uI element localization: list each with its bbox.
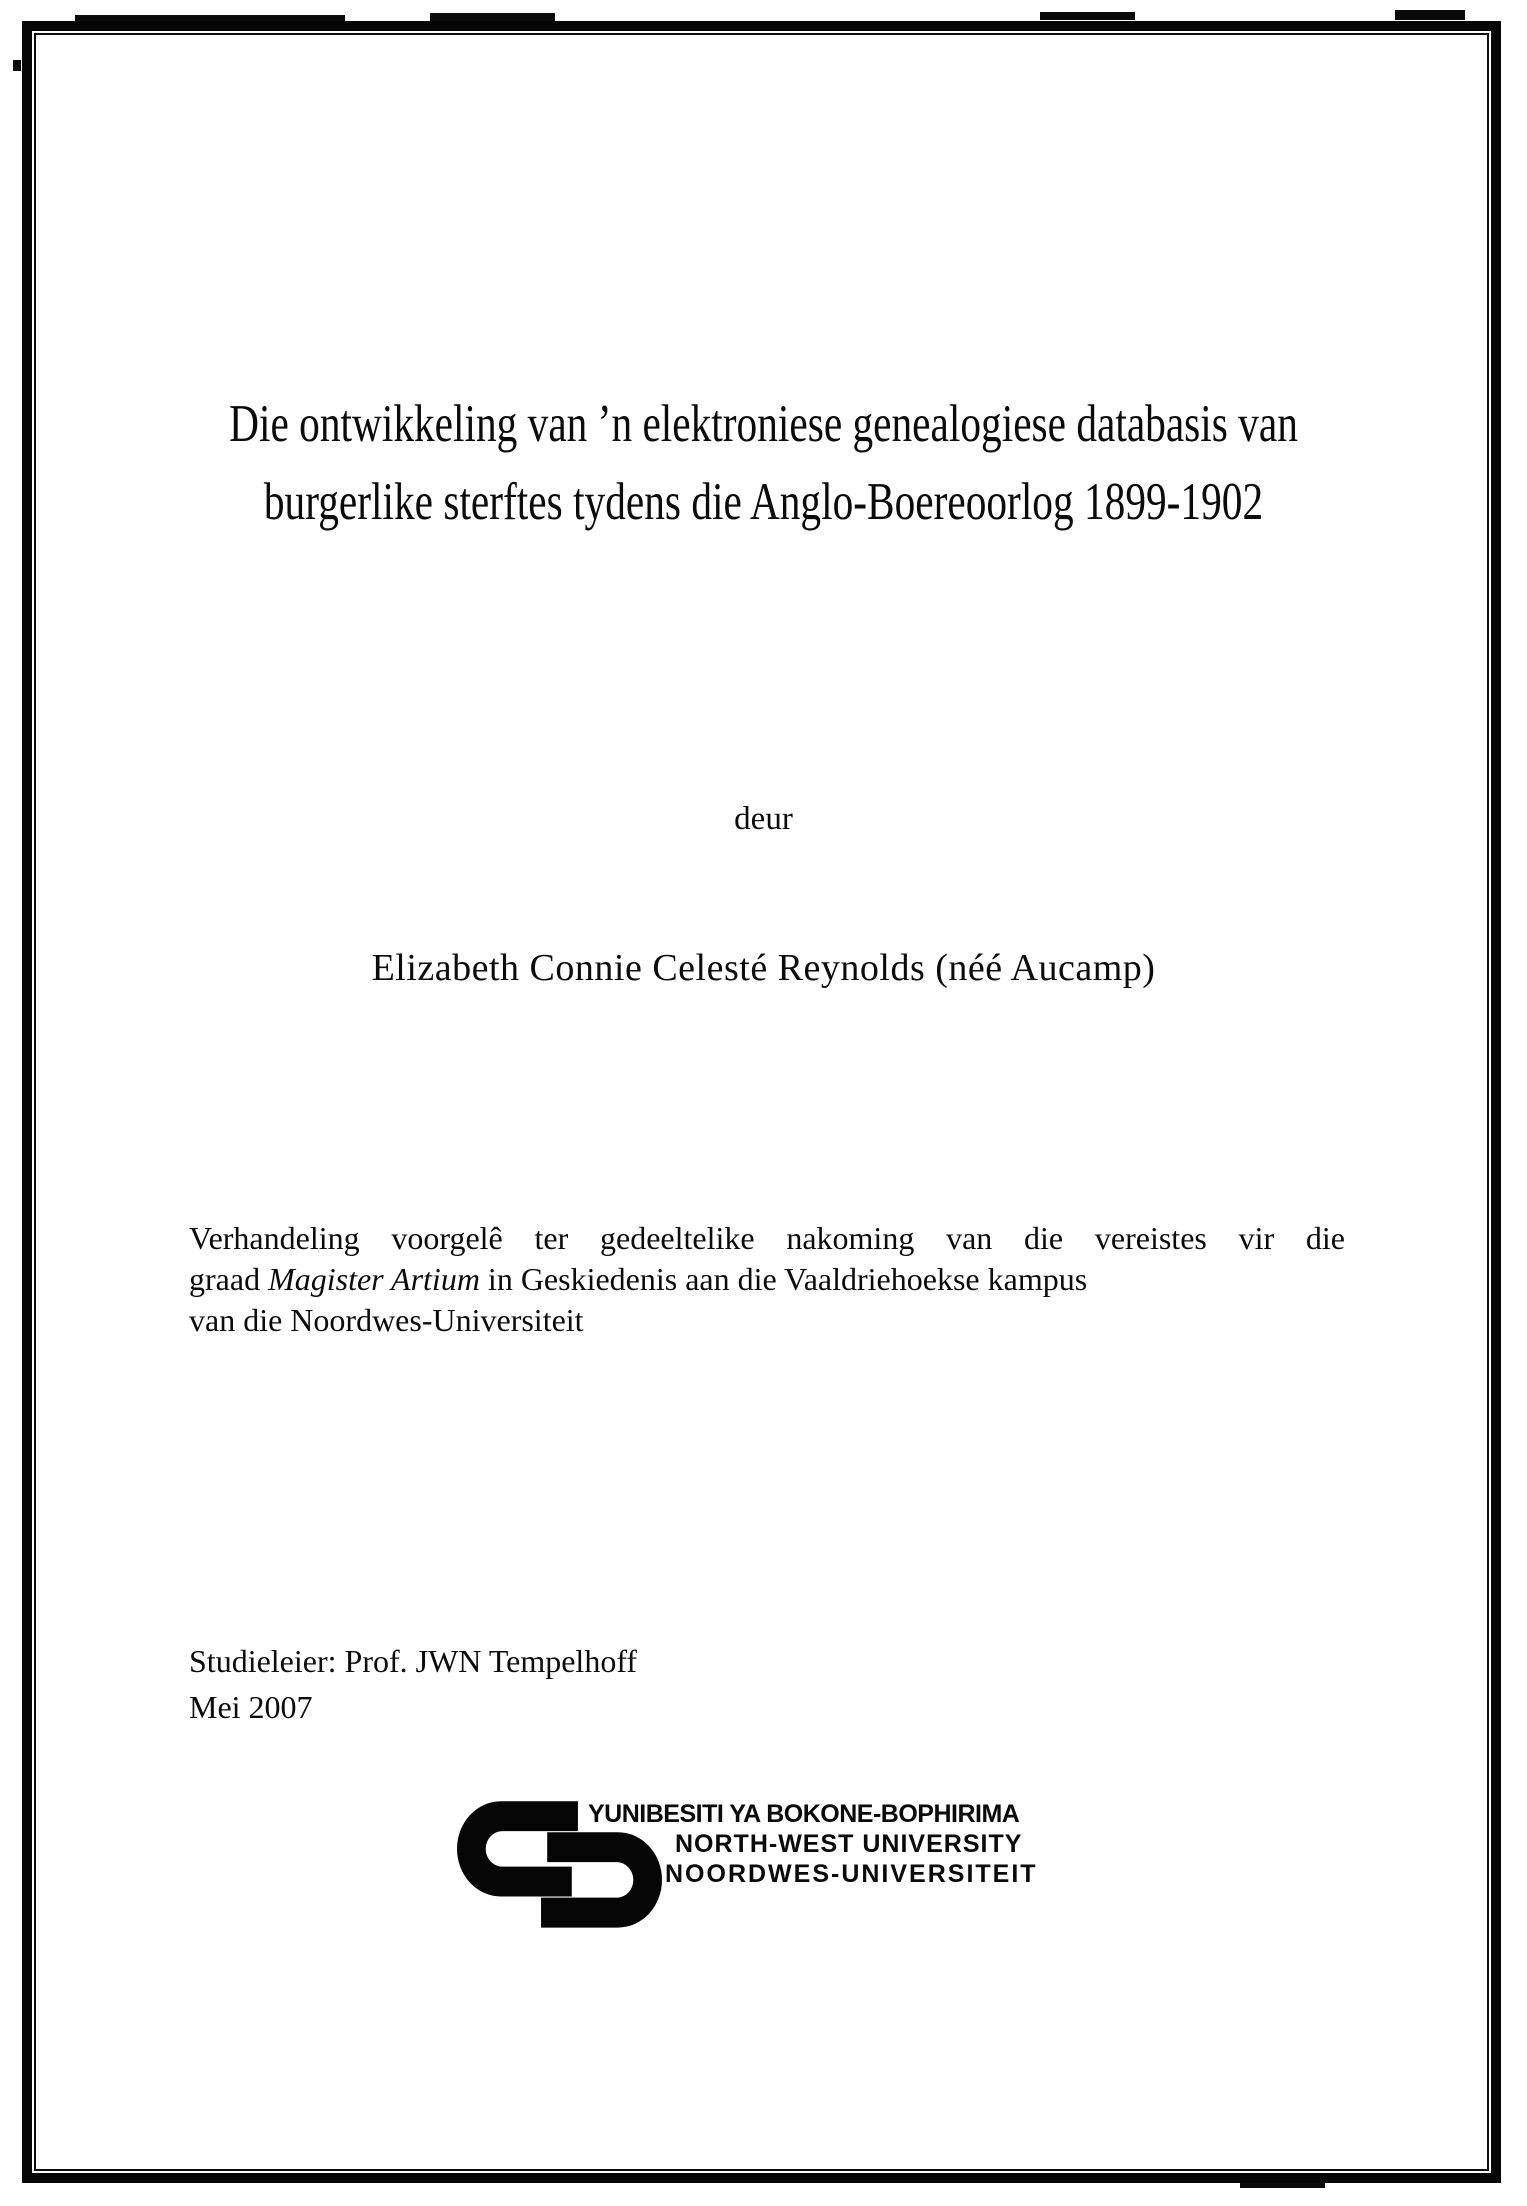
statement-line-2-pre: graad — [189, 1261, 269, 1297]
scan-artifact — [1395, 10, 1465, 20]
title-line-2: burgerlike sterftes tydens die Anglo-Boereoorlog 1899-1902 — [263, 473, 1264, 531]
university-logo-text — [588, 1799, 1038, 1889]
scan-artifact — [1040, 12, 1135, 20]
title-line-1: Die ontwikkeling van ’n elektroniese genealogiese databasis van — [229, 395, 1298, 453]
supervisor-block — [189, 1638, 637, 1730]
thesis-statement — [189, 1218, 1345, 1341]
logo-line-afrikaans: NOORDWES-UNIVERSITEIT — [665, 1860, 1038, 1888]
statement-line-2-post: in Geskiedenis aan die Vaaldriehoekse kampus — [479, 1261, 1088, 1297]
date-line: Mei 2007 — [189, 1689, 313, 1725]
logo-line-english: NORTH-WEST UNIVERSITY — [675, 1830, 1023, 1858]
degree-name-italic: Magister Artium — [268, 1261, 480, 1297]
supervisor-line: Studieleier: Prof. JWN Tempelhoff — [189, 1643, 638, 1679]
scan-artifact — [430, 13, 555, 21]
scan-artifact — [1240, 2183, 1325, 2188]
logo-line-setswana: YUNIBESITI YA BOKONE-BOPHIRIMA — [588, 1800, 1020, 1828]
scan-artifact — [13, 60, 21, 71]
author-name: Elizabeth Connie Celesté Reynolds (néé Aucamp) — [371, 947, 1156, 989]
statement-line-1: Verhandeling voorgelê ter gedeeltelike nakoming van die vereistes vir die — [189, 1220, 1345, 1256]
statement-line-3: van die Noordwes-Universiteit — [189, 1302, 584, 1338]
statement-line-2 — [189, 1259, 1345, 1300]
thesis-title — [168, 385, 1359, 541]
byline-deur: deur — [734, 801, 793, 837]
